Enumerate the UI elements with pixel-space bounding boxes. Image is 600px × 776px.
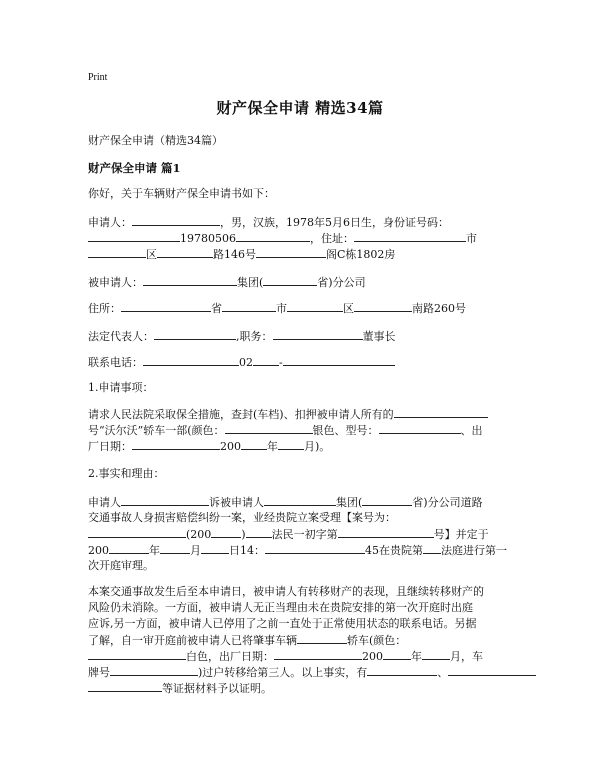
blank-field [263,274,317,286]
case-text: 白色，出厂日期： [186,650,274,663]
contact-line [88,354,518,371]
facts-line-5: 次开庭审理。 [88,559,154,572]
applicant-label: 申请人： [88,216,132,229]
blank-field [241,438,267,450]
blank-field [143,354,239,366]
id-middle: 19780506 [180,232,236,245]
blank-field [222,300,276,312]
blank-field [283,354,395,366]
residence-label: 住所： [88,302,121,315]
blank-field [287,300,343,312]
respondent-line [88,274,518,291]
facts-text: 号】并定于 [433,528,489,541]
blank-field [88,526,186,538]
items-text: 月)。 [304,440,331,453]
respondent-group: 集团( [237,276,264,289]
road-suffix: 路146号 [213,248,256,261]
blank-field [88,680,162,692]
residence-line [88,300,518,317]
blank-field [132,214,220,226]
case-line-3: 应诉,另一方面，被申请人已停用了之前一直处于正常使用状态的联系电话。另据 [88,617,477,630]
blank-field [121,494,209,506]
blank-field [110,664,198,676]
facts-text: 200 [88,544,109,557]
facts-text: 诉被申请人 [209,496,264,509]
facts-text: 45在贵院第 [365,544,423,557]
facts-text: 年 [149,544,160,557]
blank-field [367,664,437,676]
blank-field [256,246,326,258]
blank-field [423,542,441,554]
facts-line-1 [88,494,518,511]
case-text: 了解，自一审开庭前被申请人已将肇事车辆 [88,634,297,647]
applicant-line-1 [88,214,518,231]
blank-field [264,494,336,506]
case-text: )过户转移给第三人。以上事实，有 [198,666,368,679]
contact-dash: - [279,356,283,369]
facts-text: 法庭进行第一 [441,544,507,557]
blank-field [201,542,229,554]
case-text: 、 [437,666,449,679]
blank-field [422,648,450,660]
facts-text: 日14： [229,544,265,557]
case-text: 轿车(颜色： [347,634,407,647]
case-text: 月，车 [450,650,483,663]
items-line-1 [88,406,518,423]
facts-line-4 [88,542,518,559]
blank-field [448,664,536,676]
facts-text: 申请人 [88,496,121,509]
blank-field [236,230,310,242]
blank-field [383,648,411,660]
residence-district: 区 [343,302,354,315]
document-subtitle: 财产保全申请（精选34篇） [88,134,223,147]
blank-field [160,542,190,554]
case-text: 年 [411,650,422,663]
building-suffix: 阁C栋1802房 [326,248,396,261]
applicant-line-3 [88,246,518,263]
blank-field [109,542,149,554]
print-label: Print [88,72,108,83]
blank-field [88,230,180,242]
case-line-1: 本案交通事故发生后至本申请日，被申请人有转移财产的表现，且继续转移财产的 [88,585,484,598]
blank-field [338,526,434,538]
contact-mid: 02 [239,356,253,369]
case-text: 牌号 [88,666,110,679]
residence-road: 南路260号 [412,302,466,315]
items-heading: 1.申请事项： [88,381,154,394]
items-text: 200 [220,440,241,453]
blank-field [273,328,363,340]
document-title: 财产保全申请 精选34篇 [216,99,384,117]
respondent-branch: 省)分公司 [317,276,366,289]
residence-city: 市 [276,302,287,315]
blank-field [88,246,146,258]
items-text: 、出 [460,424,483,437]
blank-field [379,422,461,434]
blank-field [354,230,466,242]
applicant-line-2 [88,230,518,247]
blank-field [121,300,211,312]
case-line-5 [88,648,518,665]
case-line-6 [88,664,518,681]
facts-line-3 [88,526,518,543]
items-text: 年 [267,440,278,453]
blank-field [278,438,304,450]
case-line-4 [88,632,518,649]
legal-rep-line [88,328,518,345]
facts-text: (200 [186,528,212,541]
blank-field [211,526,241,538]
case-text: 等证据材料予以证明。 [162,682,272,695]
address-label: ，住址： [310,232,354,245]
district-suffix: 区 [146,248,157,261]
blank-field [143,274,237,286]
blank-field [225,422,313,434]
facts-text: 集团( [336,496,363,509]
facts-text: 月 [190,544,201,557]
residence-province: 省 [211,302,222,315]
legal-rep-position: ,职务： [236,330,273,343]
blank-field [394,406,488,418]
legal-rep-label: 法定代表人： [88,330,154,343]
case-line-2: 风险仍未消除。一方面，被申请人无正当理由未在贵院安排的第一次开庭时出庭 [88,601,473,614]
facts-text: 省)分公司道路 [412,496,483,509]
respondent-label: 被申请人： [88,276,143,289]
blank-field [157,246,213,258]
blank-field [265,542,365,554]
applicant-details: ，男，汉族，1978年5月6日生，身份证号码： [220,216,449,229]
legal-rep-title: 董事长 [362,330,396,343]
facts-text: ) [241,528,246,541]
section-title: 财产保全申请 篇1 [88,161,181,175]
blank-field [354,300,412,312]
items-line-3 [88,438,518,455]
items-line-2 [88,422,518,439]
items-text: 请求人民法院采取保全措施，查封(车档)、扣押被申请人所有的 [88,408,394,421]
facts-line-2: 交通事故人身损害赔偿纠纷一案，业经贵院立案受理【案号为： [88,511,396,524]
case-text: 200 [362,650,383,663]
blank-field [154,328,236,340]
blank-field [132,438,220,450]
blank-field [362,494,412,506]
facts-heading: 2.事实和理由： [88,467,165,480]
items-text: 厂日期： [88,440,132,453]
facts-text: 法民一初字第 [271,528,338,541]
case-line-7 [88,680,518,697]
blank-field [253,354,279,366]
items-text: 银色、型号： [312,424,379,437]
blank-field [246,526,272,538]
greeting-text: 你好，关于车辆财产保全申请书如下： [88,187,275,200]
blank-field [297,632,347,644]
blank-field [274,648,362,660]
blank-field [88,648,186,660]
items-text: 号“沃尔沃”轿车一部(颜色： [88,424,225,437]
city-suffix: 市 [466,232,477,245]
contact-label: 联系电话： [88,356,143,369]
